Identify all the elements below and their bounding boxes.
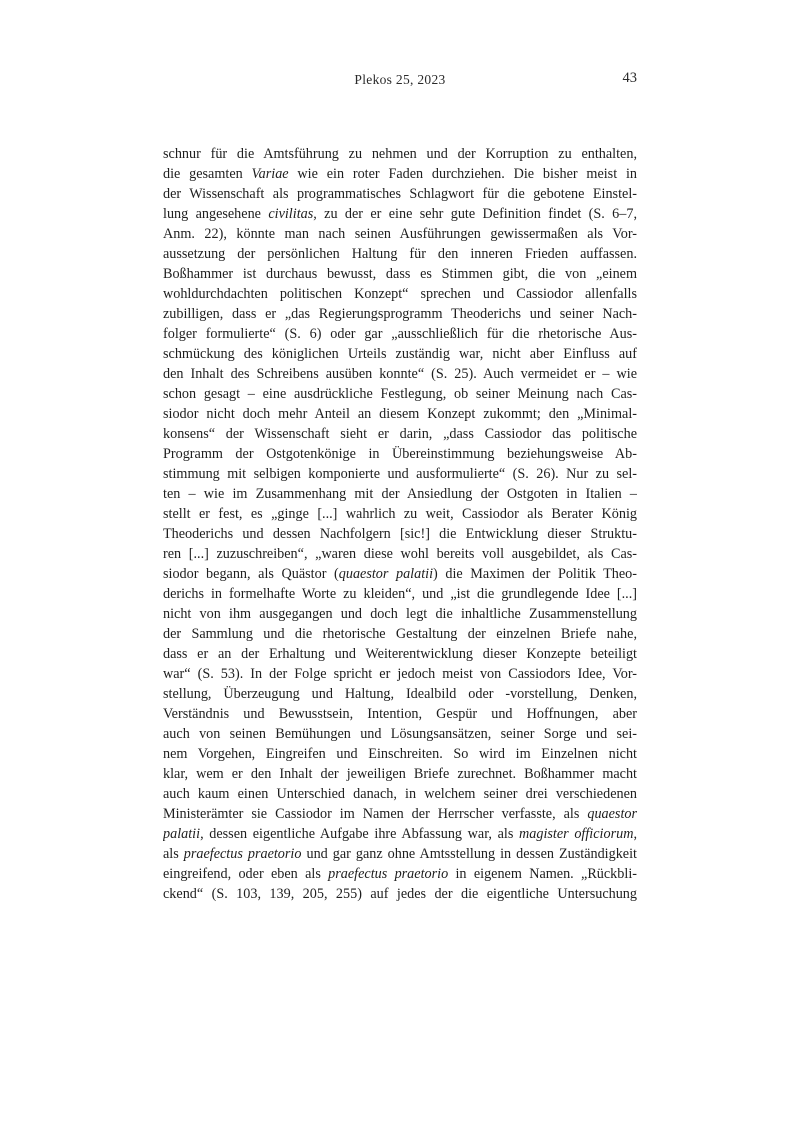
text-segment: ten – wie im Zusammenhang mit der Ansiedlung der Ostgoten in Italien – (163, 486, 637, 502)
text-line (163, 204, 637, 224)
text-line (163, 784, 637, 804)
text-line (163, 584, 637, 604)
text-segment: der Sammlung und die rhetorische Gestaltung der einzelnen Briefe nahe, (163, 626, 637, 642)
text-segment: siodor nicht doch mehr Anteil an diesem Konzept zukommt; den „Minimal- (163, 406, 637, 422)
page-body (163, 144, 637, 904)
page-header (163, 70, 637, 88)
text-line (163, 264, 637, 284)
text-segment: dass er an der Erhaltung und Weiterentwicklung dieser Konzepte beteiligt (163, 646, 637, 662)
text-line (163, 504, 637, 524)
text-line (163, 864, 637, 884)
text-line (163, 544, 637, 564)
text-segment: stimmung mit selbigen komponierte und ausformulierte“ (S. 26). Nur zu sel- (163, 466, 637, 482)
text-line (163, 304, 637, 324)
text-line (163, 284, 637, 304)
text-segment: wie ein roter Faden durchziehen. Die bisher meist in (288, 166, 637, 182)
text-segment: Theoderichs und dessen Nachfolgern [sic!] die Entwicklung dieser Struktu- (163, 526, 637, 542)
italic-text-segment: praefectus praetorio (183, 846, 302, 862)
text-segment: war“ (S. 53). In der Folge spricht er jedoch meist von Cassiodors Idee, Vor- (163, 666, 637, 682)
text-line (163, 344, 637, 364)
text-segment: , zu der er eine sehr gute Definition findet (S. 6–7, (313, 206, 637, 222)
text-segment: Verständnis und Bewusstsein, Intention, Gespür und Hoffnungen, aber (163, 706, 637, 722)
text-line (163, 724, 637, 744)
text-segment: und gar ganz ohne Amtsstellung in dessen Zuständigkeit (301, 846, 637, 862)
text-segment: auch von seinen Bemühungen und Lösungsansätzen, seiner Sorge und sei- (163, 726, 637, 742)
text-segment: siodor begann, als Quästor ( (163, 566, 339, 582)
text-segment: schon gesagt – eine ausdrückliche Festlegung, ob seiner Meinung nach Cas- (163, 386, 637, 402)
text-line (163, 384, 637, 404)
text-line (163, 324, 637, 344)
text-line (163, 564, 637, 584)
text-line (163, 184, 637, 204)
italic-text-segment: Variae (251, 166, 289, 182)
text-segment: folger formulierte“ (S. 6) oder gar „ausschließlich für die rhetorische Aus- (163, 326, 637, 342)
text-segment: eingreifend, oder eben als (163, 866, 329, 882)
journal-title: Plekos 25, 2023 (354, 72, 446, 87)
text-line (163, 764, 637, 784)
text-segment: auch kaum einen Unterschied danach, in welchem seiner drei verschiedenen (163, 786, 637, 802)
text-segment: ckend“ (S. 103, 139, 205, 255) auf jedes der die eigentliche Untersuchung (163, 886, 637, 902)
text-line (163, 224, 637, 244)
text-segment: stellt er fest, es „ginge [...] wahrlich zu weit, Cassiodor als Berater König (163, 506, 637, 522)
text-line (163, 464, 637, 484)
text-line (163, 444, 637, 464)
italic-text-segment: magister officiorum (519, 826, 634, 842)
text-segment: Ministerämter sie Cassiodor im Namen der Herrscher verfasste, als (163, 806, 588, 822)
text-line (163, 524, 637, 544)
text-line (163, 844, 637, 864)
italic-text-segment: palatii (163, 826, 201, 842)
text-segment: stellung, Überzeugung und Haltung, Idealbild oder -vorstellung, Denken, (163, 686, 637, 702)
text-line (163, 604, 637, 624)
text-segment: Boßhammer ist durchaus bewusst, dass es Stimmen gibt, die von „einem (163, 266, 637, 282)
text-line (163, 884, 637, 904)
text-segment: ) die Maximen der Politik Theo- (433, 566, 637, 582)
text-line (163, 144, 637, 164)
text-line (163, 484, 637, 504)
text-segment: schmückung des königlichen Urteils zuständig war, nicht aber Einfluss auf (163, 346, 637, 362)
text-line (163, 704, 637, 724)
text-line (163, 404, 637, 424)
text-segment: schnur für die Amtsführung zu nehmen und der Korruption zu enthalten, (163, 146, 637, 162)
text-segment: wohldurchdachten politischen Konzept“ sprechen und Cassiodor allenfalls (163, 286, 637, 302)
text-segment: in eigenem Namen. „Rückbli- (448, 866, 637, 882)
text-line (163, 424, 637, 444)
page-number: 43 (622, 70, 637, 86)
text-line (163, 644, 637, 664)
text-segment: ren [...] zuzuschreiben“, „waren diese wohl bereits voll ausgebildet, als Cas- (163, 546, 637, 562)
text-line (163, 164, 637, 184)
text-segment: nem Vorgehen, Eingreifen und Einschreiten. So wird im Einzelnen nicht (163, 746, 637, 762)
text-segment: nicht von ihm ausgegangen und doch legt die inhaltliche Zusammenstellung (163, 606, 637, 622)
text-segment: , (633, 826, 637, 842)
text-segment: der Wissenschaft als programmatisches Schlagwort für die gebotene Einstel- (163, 186, 637, 202)
text-line (163, 364, 637, 384)
text-segment: klar, wem er den Inhalt der jeweiligen Briefe zurechnet. Boßhammer macht (163, 766, 637, 782)
text-segment: aussetzung der persönlichen Haltung für den inneren Frieden auffassen. (163, 246, 637, 262)
text-segment: zubilligen, dass er „das Regierungsprogramm Theoderichs und seiner Nach- (163, 306, 637, 322)
text-segment: derichs in formelhafte Worte zu kleiden“, und „ist die grundlegende Idee [...] (163, 586, 637, 602)
italic-text-segment: praefectus praetorio (328, 866, 449, 882)
text-segment: lung angesehene (163, 206, 269, 222)
text-line (163, 624, 637, 644)
text-segment: als (163, 846, 184, 862)
text-segment: , dessen eigentliche Aufgabe ihre Abfassung war, als (200, 826, 520, 842)
text-segment: Anm. 22), könnte man nach seinen Ausführungen gewissermaßen als Vor- (163, 226, 637, 242)
italic-text-segment: civilitas (268, 206, 314, 222)
text-line (163, 824, 637, 844)
text-line (163, 684, 637, 704)
text-segment: konsens“ der Wissenschaft sieht er darin, „dass Cassiodor das politische (163, 426, 637, 442)
text-segment: die gesamten (163, 166, 252, 182)
text-line (163, 244, 637, 264)
italic-text-segment: quaestor (587, 806, 637, 822)
text-line (163, 804, 637, 824)
italic-text-segment: quaestor palatii (338, 566, 434, 582)
text-segment: den Inhalt des Schreibens ausüben konnte“ (S. 25). Auch vermeidet er – wie (163, 366, 637, 382)
text-segment: Programm der Ostgotenkönige in Übereinstimmung beziehungsweise Ab- (163, 446, 637, 462)
text-line (163, 744, 637, 764)
text-line (163, 664, 637, 684)
